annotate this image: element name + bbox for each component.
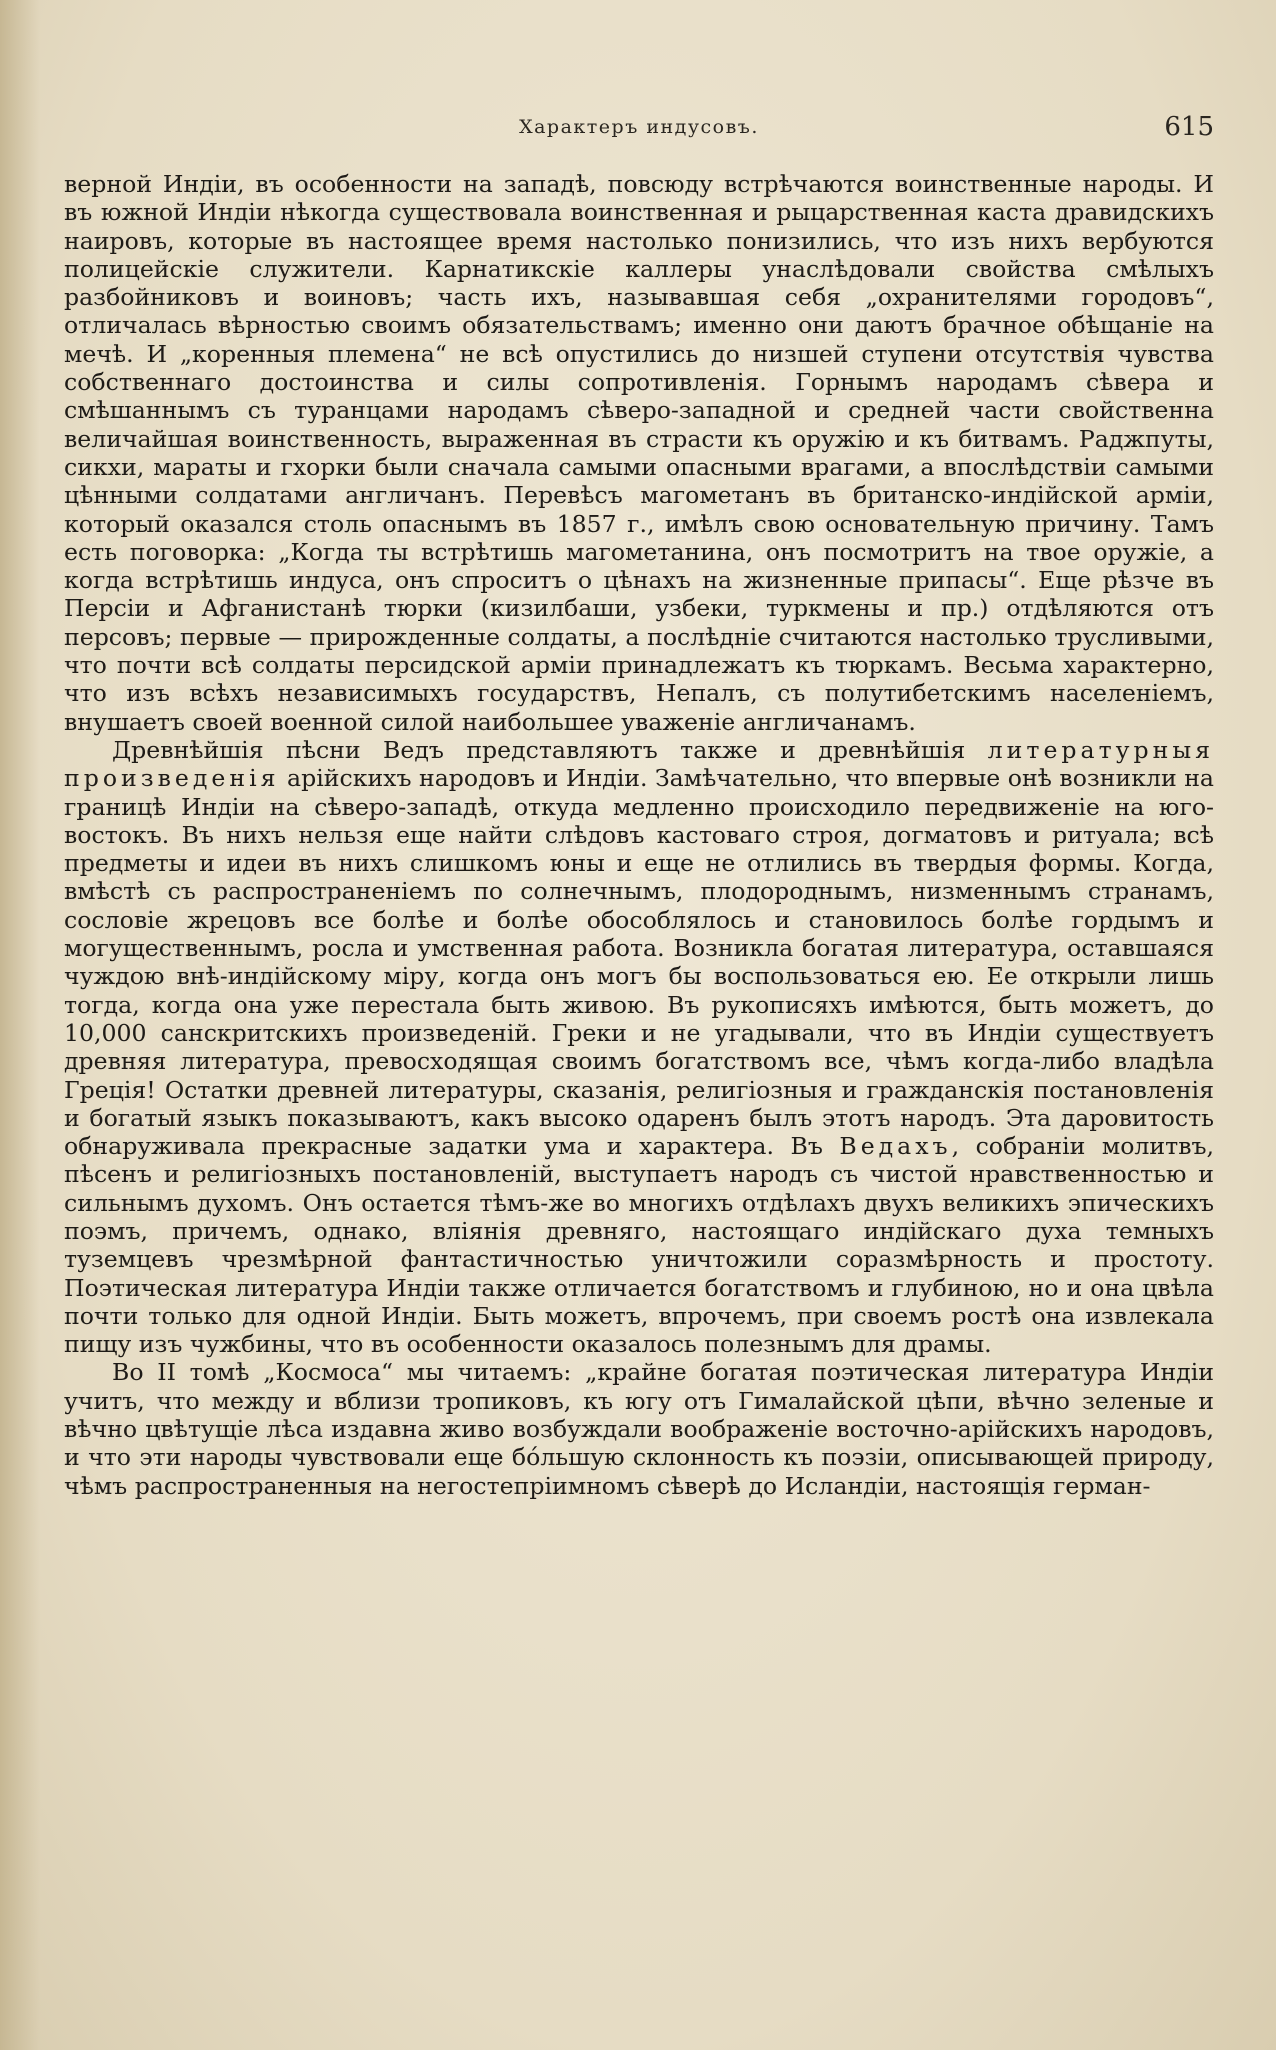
paragraph-1: верной Индіи, въ особенности на западѣ, повсюду встрѣчаются воинственные народы. И въ южной Индіи нѣкогда существовала воинственная и рыцарственная каста дравидскихъ наировъ, которые въ настоящее время настолько понизились, что изъ нихъ вербуются полицейскіе служители. Карнатикскіе каллеры унаслѣдовали свойства смѣлыхъ разбойниковъ и воиновъ; часть ихъ, называвшая себя „охранителями городовъ“, отличалась вѣрностью своимъ обязательствамъ; именно они даютъ брачное обѣщаніе на мечѣ. И „коренныя племена“ не всѣ опустились до низшей ступени отсутствія чувства собственнаго достоинства и силы сопротивленія. Горнымъ народамъ сѣвера и смѣшаннымъ съ туранцами народамъ сѣверо-западной и средней части свойственна величайшая воинственность, выраженная въ страсти къ оружію и къ битвамъ. Раджпуты, сикхи, мараты и гхорки были сначала самыми опасными врагами, а впослѣдствіи самыми цѣнными солдатами англичанъ. Перевѣсъ магометанъ въ британско-индійской арміи, который оказался столь опаснымъ въ 1857 г., имѣлъ свою основательную причину. Тамъ есть поговорка: „Когда ты встрѣтишь магометанина, онъ посмотритъ на твое оружіе, а когда встрѣтишь индуса, онъ спроситъ о цѣнахъ на жизненные припасы“. Еще рѣзче въ Персіи и Афганистанѣ тюрки (кизилбаши, узбеки, туркмены и пр.) отдѣляются отъ персовъ; первые — прирожденные солдаты, а послѣдніе считаются настолько трусливыми, что почти всѣ солдаты персидской арміи принадлежатъ къ тюркамъ. Весьма характерно, что изъ всѣхъ независимыхъ государствъ, Непалъ, съ полутибетскимъ населеніемъ, внушаетъ своей военной силой наибольшее уваженіе англичанамъ.: [64, 170, 1214, 736]
paragraph-2-part-1: Древнѣйшія пѣсни Ведъ представляютъ также и древнѣйшія: [112, 735, 988, 764]
page-number: 615: [1164, 112, 1214, 142]
paragraph-3: Во II томѣ „Космоса“ мы читаемъ: „крайне богатая поэтическая литература Индіи учитъ, что между и вблизи тропиковъ, къ югу отъ Гималайской цѣпи, вѣчно зеленые и вѣчно цвѣтущіе лѣса издавна живо возбуждали воображеніе восточно-арійскихъ народовъ, и что эти народы чувствовали еще бóльшую склонность къ поэзіи, описывающей природу, чѣмъ распространенныя на негостепріимномъ сѣверѣ до Исландіи, настоящія герман-: [64, 1358, 1214, 1500]
paragraph-2-part-2: арійскихъ народовъ и Индіи. Замѣчательно, что впервые онѣ возникли на границѣ Индіи на сѣверо-западѣ, откуда медленно происходило передвиженіе на юго-востокъ. Въ нихъ нельзя еще найти слѣдовъ кастоваго строя, догматовъ и ритуала; всѣ предметы и идеи въ нихъ слишкомъ юны и еще не отлились въ твердыя формы. Когда, вмѣстѣ съ распространеніемъ по солнечнымъ, плодороднымъ, низменнымъ странамъ, сословіе жрецовъ все болѣе и болѣе обособлялось и становилось болѣе гордымъ и могущественнымъ, росла и умственная работа. Возникла богатая литература, оставшаяся чуждою внѣ-индійскому міру, когда онъ могъ бы воспользоваться ею. Ее открыли лишь тогда, когда она уже перестала быть живою. Въ рукописяхъ имѣются, быть можетъ, до 10,000 санскритскихъ произведеній. Греки и не угадывали, что въ Индіи существуетъ древняя литература, превосходящая своимъ богатствомъ все, чѣмъ когда-либо владѣла Греція! Остатки древней литературы, сказанія, религіозныя и гражданскія постановленія и богатый языкъ показываютъ, какъ высоко одаренъ былъ этотъ народъ. Эта даровитость обнаруживала прекрасные задатки ума и характера. Въ: [64, 764, 1214, 1161]
paragraph-2-part-3: , собраніи молитвъ, пѣсенъ и религіозныхъ постановленій, выступаетъ народъ съ чистой нравственностью и сильнымъ духомъ. Онъ остается тѣмъ-же во многихъ отдѣлахъ двухъ великихъ эпическихъ поэмъ, причемъ, однако, вліянія древняго, настоящаго индійскаго духа темныхъ туземцевъ чрезмѣрной фантастичностью уничтожили соразмѣрность и простоту. Поэтическая литература Индіи также отличается богатствомъ и глубиною, но и она цвѣла почти только для одной Индіи. Быть можетъ, впрочемъ, при своемъ ростѣ она извлекала пищу изъ чужбины, что въ особенности оказалось полезнымъ для драмы.: [64, 1132, 1214, 1359]
spaced-term-vedas: Ведахъ: [839, 1132, 952, 1161]
body-text: [64, 170, 1214, 1500]
spaced-term-literary-works: литературныя произведенія: [64, 735, 1214, 793]
header-title: Характеръ индусовъ.: [519, 116, 759, 138]
running-header: [64, 112, 1214, 152]
paragraph-2: [64, 736, 1214, 1359]
